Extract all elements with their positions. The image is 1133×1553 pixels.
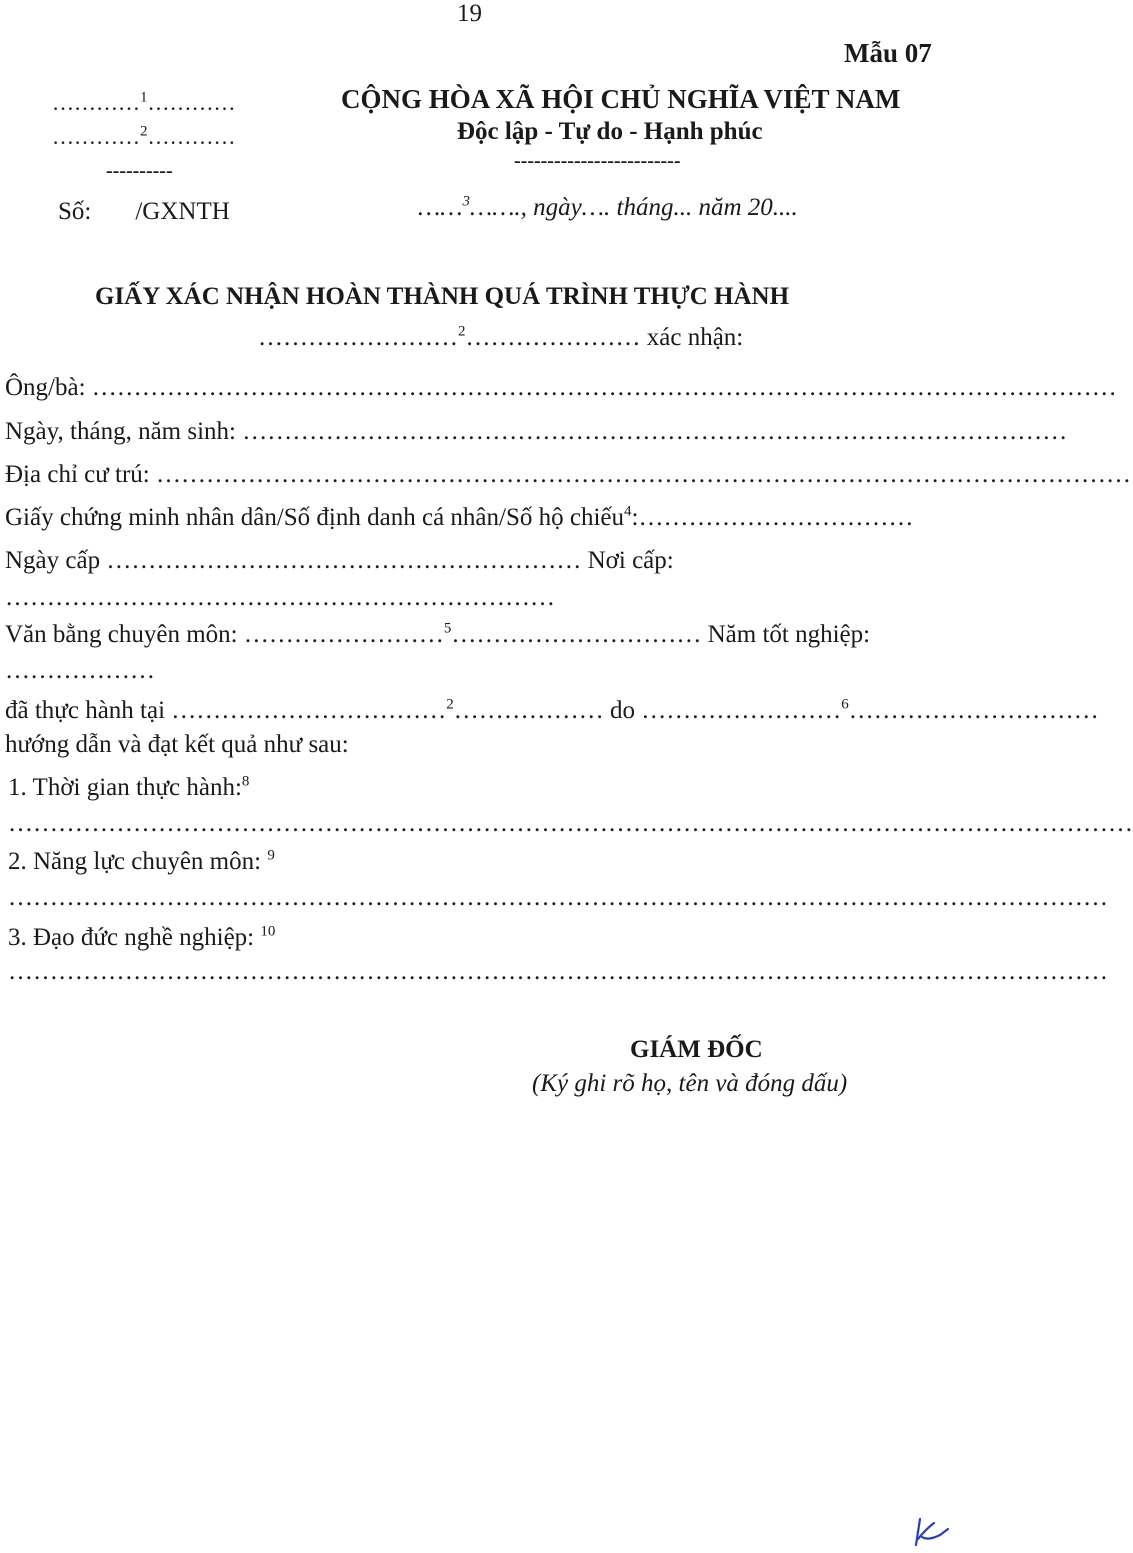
field-graduation-year-dots: ……………… [5, 657, 155, 684]
agency-line-2: …………$^2$………… [52, 123, 236, 149]
handwritten-initial-mark [912, 1515, 952, 1551]
field-date-of-birth: Ngày, tháng, năm sinh: ……………………………………………………………………………………… [5, 418, 1068, 445]
agency-line-1: …………$^1$………… [52, 89, 236, 115]
form-code: Mẫu 07 [844, 38, 932, 68]
signature-title: GIÁM ĐỐC [630, 1036, 763, 1063]
item-practice-time-dots: ……………………………………………………………………………………………………………………… [8, 810, 1133, 837]
page-number: 19 [457, 0, 482, 27]
document-title: GIẤY XÁC NHẬN HOÀN THÀNH QUÁ TRÌNH THỰC HÀNH [95, 283, 790, 310]
field-issue-date: Ngày cấp ………………………………………………… Nơi cấp: [5, 547, 674, 574]
field-full-name: Ông/bà: …………………………………………………………………………………………………………… [5, 374, 1117, 401]
motto-divider: ------------------------- [514, 150, 681, 172]
item-practice-time: 1. Thời gian thực hành:$^8$ [8, 773, 250, 801]
place-date-line: ……$^3$……., ngày…. tháng... năm 20.... [418, 193, 798, 221]
item-professional-competence: 2. Năng lực chuyên môn: $^9$ [8, 847, 275, 875]
document-number: Số: /GXNTH [58, 198, 230, 225]
item-professional-ethics-dots: …………………………………………………………………………………………………………………… [8, 958, 1108, 985]
field-degree: Văn bằng chuyên môn: ……………………$^5$………………………… Năm tốt nghiệp: [5, 620, 871, 648]
national-motto: Độc lập - Tự do - Hạnh phúc [457, 118, 763, 145]
item-professional-competence-dots: …………………………………………………………………………………………………………………… [8, 884, 1108, 911]
field-address: Địa chỉ cư trú: ……………………………………………………………………………………………………… [5, 461, 1132, 488]
field-practice-place: đã thực hành tại ……………………………$^2$……………… do ……………………$^6$………………………… [5, 696, 1099, 724]
agency-divider: ---------- [106, 160, 173, 182]
field-id-number: Giấy chứng minh nhân dân/Số định danh cá nhân/Số hộ chiếu$^4$:…………………………… [5, 503, 914, 531]
field-guidance-result: hướng dẫn và đạt kết quả như sau: [5, 731, 349, 758]
confirming-unit-line: ……………………$^2$………………… xác nhận: [258, 323, 744, 351]
field-issue-place-dots: ………………………………………………………… [5, 584, 555, 611]
signature-note: (Ký ghi rõ họ, tên và đóng dấu) [532, 1070, 848, 1097]
country-name: CỘNG HÒA XÃ HỘI CHỦ NGHĨA VIỆT NAM [341, 84, 901, 114]
item-professional-ethics: 3. Đạo đức nghề nghiệp: $^{10}$ [8, 923, 276, 951]
